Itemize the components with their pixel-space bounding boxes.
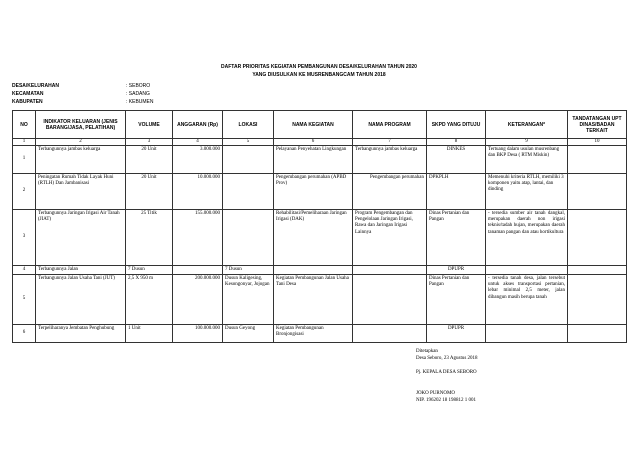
document-title: DAFTAR PRIORITAS KEGIATAN PEMBANGUNAN DESA/KELURAHAN TAHUN 2020	[221, 64, 417, 70]
document-subtitle: YANG DIUSULKAN KE MUSRENBANGCAM TAHUN 2018	[252, 72, 386, 78]
cell-nama-kegiatan: Pelayanan Penyehatan Lingkungan	[274, 146, 353, 174]
cell-indikator: Terbangunnya Jalan	[36, 266, 126, 275]
col-header-nama-kegiatan: NAMA KEGIATAN	[274, 111, 353, 139]
cell-ttd	[568, 146, 627, 174]
cell-indikator: Terbangunnya jambas keluarga	[36, 146, 126, 174]
table-row	[13, 210, 627, 266]
column-number: 8	[427, 139, 486, 146]
sign-nip: NIP. 196202 18 198812 1 001	[416, 398, 477, 403]
info-label: DESA/KELURAHAN	[12, 83, 59, 89]
col-header-anggaran: ANGGARAN (Rp)	[173, 111, 223, 139]
info-label: KABUPATEN	[12, 99, 43, 105]
cell-ttd	[568, 174, 627, 210]
sign-place-date: Desa Seboro, 23 Agustus 2018	[416, 356, 478, 361]
cell-no: 6	[13, 325, 36, 343]
cell-nama-program	[353, 266, 427, 275]
cell-ttd	[568, 275, 627, 325]
cell-keterangan	[486, 266, 568, 275]
cell-indikator: Peningatan Rumah Tidak Layak Huni (RTLH) Dan Jambanisasi	[36, 174, 126, 210]
cell-nama-kegiatan: Kegiatan Pembangunan Bronjongisasi	[274, 325, 353, 343]
col-header-no: NO	[13, 111, 36, 139]
cell-skpd: DPUPR	[427, 266, 486, 275]
table-row	[13, 146, 627, 174]
priority-table	[12, 110, 627, 343]
col-header-indikator: INDIKATOR KELUARAN (JENIS BARANG/JASA, PELATIHAN)	[36, 111, 126, 139]
col-header-ttd: TANDATANGAN UPT DINAS/BADAN TERKAIT	[568, 111, 627, 139]
info-value: : SADANG	[126, 91, 150, 97]
col-header-nama-program: NAMA PROGRAM	[353, 111, 427, 139]
cell-keterangan	[486, 325, 568, 343]
table-row	[13, 174, 627, 210]
cell-no: 4	[13, 266, 36, 275]
column-number: 7	[353, 139, 427, 146]
cell-keterangan: Tertuang dalam usulan musrenbang dan BKP Desa ( RTM Miskin)	[486, 146, 568, 174]
cell-nama-program: Terbangunnya jambas keluarga	[353, 146, 427, 174]
cell-anggaran: 200.000.000	[173, 275, 223, 325]
info-label: KECAMATAN	[12, 91, 44, 97]
cell-skpd: DPUPR	[427, 325, 486, 343]
cell-ttd	[568, 325, 627, 343]
sign-ditetapkan: Ditetapkan	[416, 349, 438, 354]
cell-anggaran	[173, 266, 223, 275]
col-header-lokasi: LOKASI	[223, 111, 274, 139]
table-row	[13, 325, 627, 343]
cell-no: 1	[13, 146, 36, 174]
sign-name: JOKO PURNOMO	[416, 391, 456, 396]
cell-no: 5	[13, 275, 36, 325]
col-header-skpd: SKPD YANG DITUJU	[427, 111, 486, 139]
table-row	[13, 275, 627, 325]
column-number: 10	[568, 139, 627, 146]
cell-nama-kegiatan: Pengembangan perumahan (APBD Prov)	[274, 174, 353, 210]
info-value: : KEBUMEN	[126, 99, 154, 105]
cell-nama-kegiatan: Rehabilitasi/Pemeliharaan Jaringan Irigasi (DAK)	[274, 210, 353, 266]
cell-volume: 25 Titik	[126, 210, 173, 266]
sign-position: Pj. KEPALA DESA SEBORO	[416, 370, 477, 375]
column-number: 4	[173, 139, 223, 146]
table-header-row	[13, 111, 627, 139]
column-number: 2	[36, 139, 126, 146]
cell-volume: 1 Unit	[126, 325, 173, 343]
info-value: : SEBORO	[126, 83, 151, 89]
cell-lokasi: Dusun Kaligesing, Kesongonyar, Jojogan	[223, 275, 274, 325]
cell-lokasi	[223, 146, 274, 174]
cell-lokasi: 7 Dusun	[223, 266, 274, 275]
cell-skpd: Dinas Pertanian dan Pangan	[427, 275, 486, 325]
cell-skpd: Dinas Pertanian dan Pangan	[427, 210, 486, 266]
cell-ttd	[568, 210, 627, 266]
column-number-row	[13, 139, 627, 146]
cell-anggaran: 100.000.000	[173, 325, 223, 343]
cell-ttd	[568, 266, 627, 275]
cell-volume: 7 Dusun	[126, 266, 173, 275]
col-header-volume: VOLUME	[126, 111, 173, 139]
cell-volume: 20 Unit	[126, 174, 173, 210]
cell-nama-program	[353, 325, 427, 343]
cell-no: 2	[13, 174, 36, 210]
cell-lokasi: Dusun Geyong	[223, 325, 274, 343]
signature-block	[416, 348, 478, 404]
cell-lokasi	[223, 210, 274, 266]
cell-volume: 20 Unit	[126, 146, 173, 174]
column-number: 9	[486, 139, 568, 146]
cell-indikator: Terpeliharanya Jembatan Penghubung	[36, 325, 126, 343]
cell-keterangan: - tersedia tanah desa, jalan tersebut untuk akses transportasi pertanian, lebar minimal 2,5 meter, jalan dibangun masih berupa tanah	[486, 275, 568, 325]
cell-skpd: DINKES	[427, 146, 486, 174]
table-row	[13, 266, 627, 275]
cell-nama-kegiatan: Kegiatan Pembangunan Jalan Usaha Tani Desa	[274, 275, 353, 325]
cell-skpd: DPKPLH	[427, 174, 486, 210]
cell-nama-kegiatan	[274, 266, 353, 275]
cell-anggaran: 155.000.000	[173, 210, 223, 266]
cell-keterangan: - tersedia sumber air tanah dangkal, merupakan daerah non irigasi teknis/tadah hujan, merupakan daerah tanaman pangan dan atau hortikultura	[486, 210, 568, 266]
cell-nama-program: Pengembangan perumahan	[353, 174, 427, 210]
col-header-keterangan: KETERANGAN*	[486, 111, 568, 139]
cell-anggaran: 10.000.000	[173, 174, 223, 210]
column-number: 6	[274, 139, 353, 146]
column-number: 5	[223, 139, 274, 146]
cell-lokasi	[223, 174, 274, 210]
cell-nama-program: Program Pengembangan dan Pengelolaan Jaringan Irigasi, Rawa dan Jaringan Irigasi Lainnya	[353, 210, 427, 266]
cell-keterangan: Memenuhi kriteria RTLH, memiliki 3 komponen yaitu atap, lantai, dan dinding	[486, 174, 568, 210]
cell-no: 3	[13, 210, 36, 266]
cell-nama-program	[353, 275, 427, 325]
column-number: 3	[126, 139, 173, 146]
cell-indikator: Terbangunnya Jaringan Irigasi Air Tanah (JIAT)	[36, 210, 126, 266]
cell-indikator: Terbangunnya Jalan Usaha Tani (JUT)	[36, 275, 126, 325]
cell-volume: 2,5 X 950 m	[126, 275, 173, 325]
column-number: 1	[13, 139, 36, 146]
cell-anggaran: 3.000.000	[173, 146, 223, 174]
